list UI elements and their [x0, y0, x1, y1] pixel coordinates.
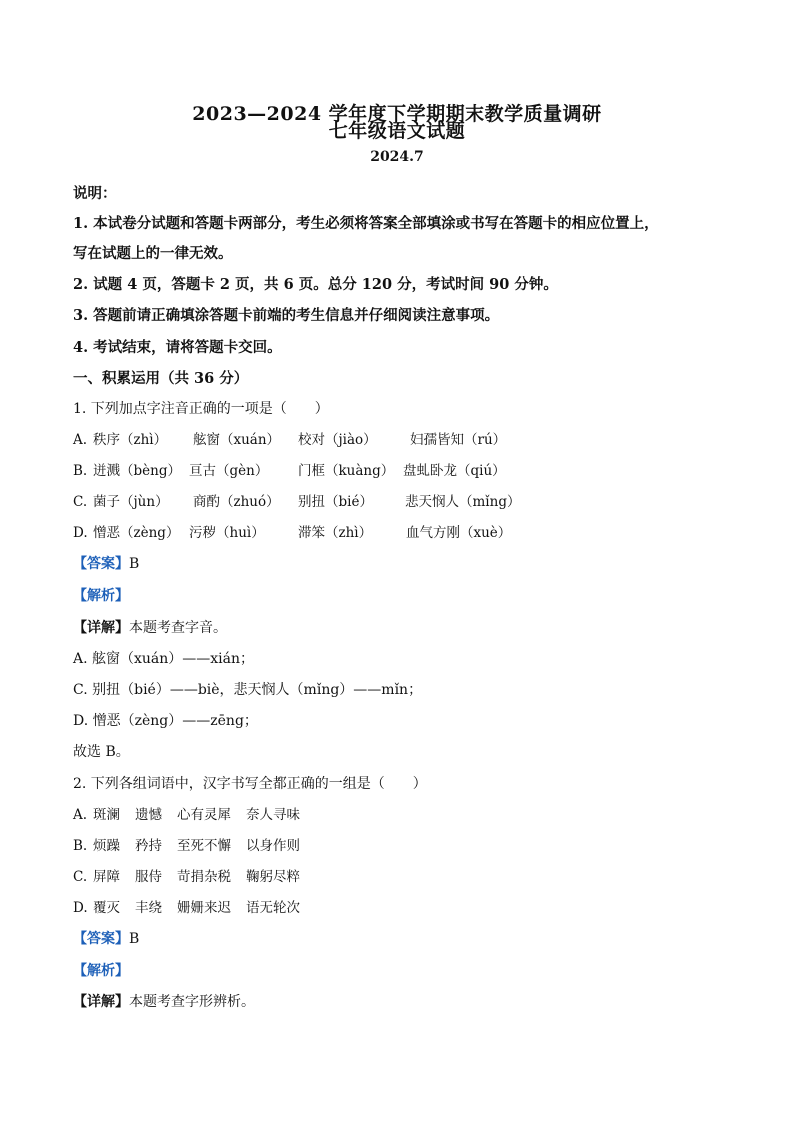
- q1-analysis-tag: [73, 585, 733, 607]
- detail-tag: 【详解】: [73, 994, 129, 1010]
- section-heading: 一、积累运用（共 36 分）: [73, 370, 249, 387]
- option-item: 姗姗来迟: [177, 900, 231, 916]
- option-item: 悲天悯人（mǐng）: [405, 494, 521, 510]
- option-item: 迸溅（bèng）: [93, 463, 181, 479]
- q2-stem: 2. 下列各组词语中，汉字书写全都正确的一组是（ ）: [73, 776, 427, 792]
- option-item: 憎恶（zèng）: [93, 525, 180, 541]
- option-letter: C.: [73, 869, 88, 885]
- option-item: 语无轮次: [246, 900, 300, 916]
- option-item: 亘古（gèn）: [189, 463, 269, 479]
- q1-answer: [73, 553, 733, 575]
- option-letter: B.: [73, 838, 88, 854]
- option-item: 商酌（zhuó）: [193, 494, 280, 510]
- answer-value: B: [129, 556, 140, 572]
- option-letter: B.: [73, 463, 88, 479]
- option-item: 至死不懈: [177, 838, 231, 854]
- q1-option-a: [73, 429, 733, 451]
- q2-option-a: [73, 804, 733, 826]
- option-item: 矜持: [135, 838, 162, 854]
- subtitle-text: 七年级语文试题: [328, 120, 466, 142]
- note-3: 3. 答题前请正确填涂答题卡前端的考生信息并仔细阅读注意事项。: [73, 307, 500, 324]
- q1-fix-a: A. 舷窗（xuán）——xián；: [73, 651, 255, 667]
- exam-date: 2024.7: [370, 149, 424, 165]
- option-item: 盘虬卧龙（qiú）: [403, 463, 506, 479]
- q2-option-c: [73, 866, 733, 888]
- analysis-tag: 【解析】: [73, 588, 129, 604]
- answer-tag: 【答案】: [73, 931, 129, 947]
- q2-detail: [73, 991, 733, 1013]
- option-letter: A.: [73, 432, 88, 448]
- option-letter: D.: [73, 525, 88, 541]
- q2-option-d: [73, 897, 733, 919]
- option-item: 以身作则: [246, 838, 300, 854]
- detail-text: 本题考查字音。: [129, 620, 227, 636]
- detail-tag: 【详解】: [73, 620, 129, 636]
- q1-stem: 1. 下列加点字注音正确的一项是（ ）: [73, 401, 329, 417]
- option-item: 门框（kuàng）: [298, 463, 395, 479]
- option-item: 妇孺皆知（rú）: [410, 432, 507, 448]
- option-item: 斑澜: [93, 807, 120, 823]
- option-item: 菌子（jùn）: [93, 494, 169, 510]
- option-item: 血气方刚（xuè）: [406, 525, 512, 541]
- page-subtitle: [0, 116, 794, 143]
- option-item: 屏障: [93, 869, 120, 885]
- q2-answer: [73, 928, 733, 950]
- q1-conclusion: 故选 B。: [73, 744, 130, 760]
- option-item: 滞笨（zhì）: [298, 525, 373, 541]
- option-item: 服侍: [135, 869, 162, 885]
- option-item: 烦躁: [93, 838, 120, 854]
- notes-heading: 说明：: [73, 185, 117, 202]
- option-item: 覆灭: [93, 900, 120, 916]
- q1-detail: [73, 617, 733, 639]
- option-letter: C.: [73, 494, 88, 510]
- q1-option-c: [73, 491, 733, 513]
- answer-tag: 【答案】: [73, 556, 129, 572]
- option-item: 别扭（bié）: [298, 494, 373, 510]
- note-2: 2. 试题 4 页，答题卡 2 页，共 6 页。总分 120 分，考试时间 90 分钟。: [73, 276, 558, 293]
- note-1-line-1: 1. 本试卷分试题和答题卡两部分，考生必须将答案全部填涂或书写在答题卡的相应位置上，: [73, 215, 659, 232]
- option-item: 校对（jiào）: [298, 432, 377, 448]
- q1-option-d: [73, 522, 733, 544]
- option-item: 心有灵犀: [177, 807, 231, 823]
- option-letter: D.: [73, 900, 88, 916]
- q1-fix-d: D. 憎恶（zèng）——zēng；: [73, 713, 258, 729]
- note-4: 4. 考试结束，请将答题卡交回。: [73, 339, 282, 356]
- option-letter: A.: [73, 807, 88, 823]
- q2-option-b: [73, 835, 733, 857]
- option-item: 遗憾: [135, 807, 162, 823]
- option-item: 鞠躬尽粹: [246, 869, 300, 885]
- option-item: 秩序（zhì）: [93, 432, 168, 448]
- q1-fix-c: C. 别扭（bié）——biè，悲天悯人（mǐng）——mǐn；: [73, 682, 423, 698]
- q2-analysis-tag: [73, 960, 733, 982]
- note-1-line-2: 写在试题上的一律无效。: [73, 245, 233, 262]
- page-title: 2023—2024 学年度下学期期末教学质量调研: [192, 103, 602, 125]
- analysis-tag: 【解析】: [73, 963, 129, 979]
- answer-value: B: [129, 931, 140, 947]
- option-item: 丰绕: [135, 900, 162, 916]
- option-item: 污秽（huì）: [189, 525, 265, 541]
- detail-text: 本题考查字形辨析。: [129, 994, 255, 1010]
- option-item: 奈人寻味: [246, 807, 300, 823]
- q1-option-b: [73, 460, 733, 482]
- option-item: 舷窗（xuán）: [193, 432, 281, 448]
- option-item: 苛捐杂税: [177, 869, 231, 885]
